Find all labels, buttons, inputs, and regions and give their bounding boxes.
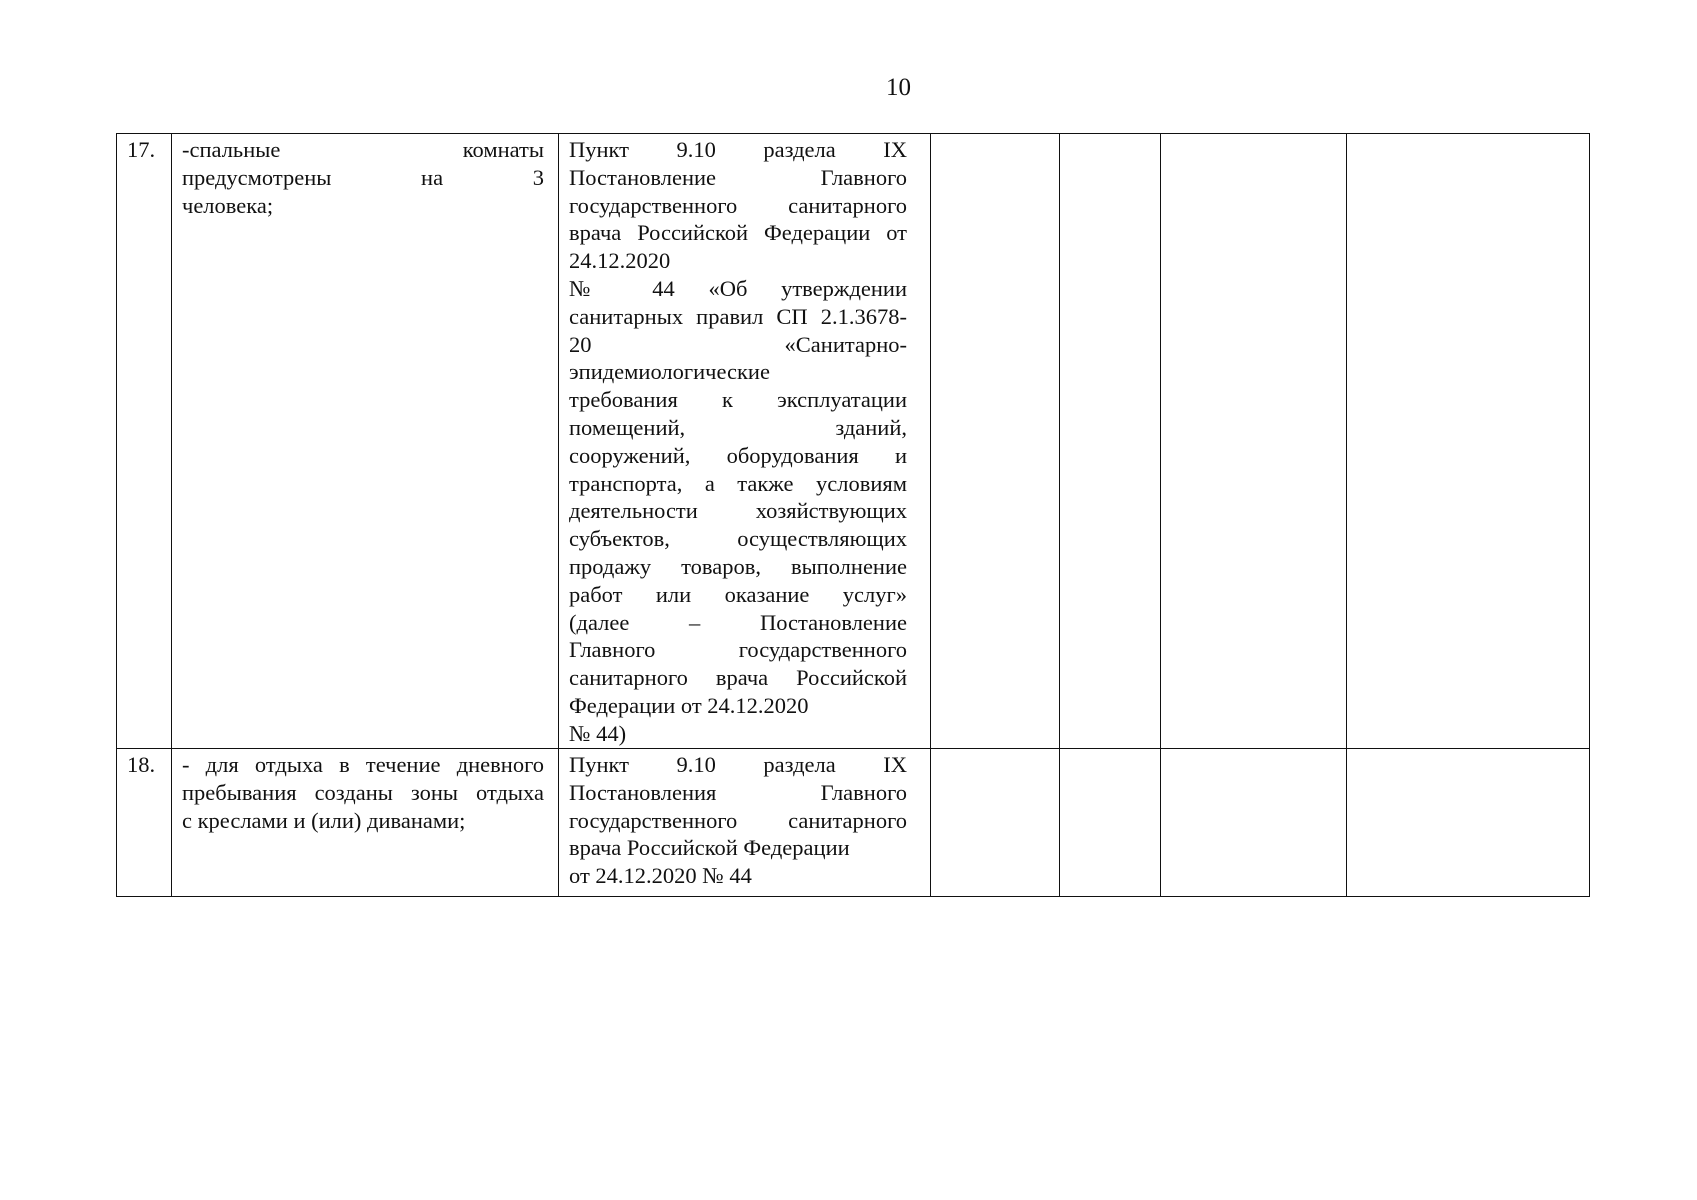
empty-cell	[1060, 134, 1161, 749]
reference-text	[569, 751, 907, 890]
text-line: транспорта, а также условиям	[569, 470, 907, 496]
text-line: Федерации от 24.12.2020	[569, 692, 809, 718]
empty-cell	[931, 134, 1060, 749]
text-line: 24.12.2020	[569, 248, 671, 274]
text-line: 20 «Санитарно-	[569, 331, 907, 357]
text-line: Пункт 9.10 раздела IX	[569, 752, 907, 777]
checklist-table	[116, 133, 1590, 897]
text-line: деятельности хозяйствующих	[569, 498, 907, 524]
empty-cell	[931, 749, 1060, 897]
empty-cell	[1060, 749, 1161, 897]
text-line: сооружений, оборудования и	[569, 442, 907, 468]
table-row	[117, 134, 1590, 749]
text-line: врача Российской Федерации от	[569, 220, 907, 246]
requirement-text	[182, 136, 544, 219]
text-line: государственного санитарного	[569, 192, 907, 218]
empty-cell	[1347, 134, 1590, 749]
text-line: продажу товаров, выполнение	[569, 553, 907, 579]
text-line: санитарных правил СП 2.1.3678-	[569, 303, 907, 329]
empty-cell	[1161, 749, 1347, 897]
row-number-cell	[117, 134, 172, 749]
table-body	[117, 134, 1590, 897]
text-line: санитарного врача Российской	[569, 665, 907, 691]
empty-cell	[1161, 134, 1347, 749]
text-line: эпидемиологические	[569, 359, 770, 385]
text-line: работ или оказание услуг»	[569, 581, 907, 607]
reference-text	[569, 136, 907, 748]
reference-cell	[559, 134, 931, 749]
text-line: государственного санитарного	[569, 807, 907, 833]
row-number: 17.	[127, 137, 156, 162]
text-line: предусмотрены на 3	[182, 164, 544, 190]
row-number-cell	[117, 749, 172, 897]
text-line: с креслами и (или) диванами;	[182, 807, 466, 833]
text-line: -спальные комнаты	[182, 137, 544, 162]
page-number	[0, 73, 1697, 103]
text-line: помещений, зданий,	[569, 414, 907, 440]
requirement-cell	[172, 134, 559, 749]
requirement-cell	[172, 749, 559, 897]
page-number-text: 10	[886, 74, 911, 101]
text-line: Постановление Главного	[569, 164, 907, 190]
text-line: № 44)	[569, 720, 627, 746]
reference-cell	[559, 749, 931, 897]
table-row	[117, 749, 1590, 897]
text-line: Пункт 9.10 раздела IX	[569, 137, 907, 162]
text-line: - для отдыха в течение дневного	[182, 752, 544, 777]
text-line: от 24.12.2020 № 44	[569, 863, 752, 889]
row-number: 18.	[127, 752, 156, 777]
text-line: требования к эксплуатации	[569, 387, 907, 413]
text-line: Постановления Главного	[569, 779, 907, 805]
requirement-text	[182, 751, 544, 834]
empty-cell	[1347, 749, 1590, 897]
text-line: пребывания созданы зоны отдыха	[182, 779, 544, 805]
text-line: врача Российской Федерации	[569, 835, 850, 861]
text-line: № 44 «Об утверждении	[569, 275, 907, 301]
text-line: (далее – Постановление	[569, 609, 907, 635]
text-line: субъектов, осуществляющих	[569, 526, 907, 552]
text-line: человека;	[182, 192, 274, 218]
text-line: Главного государственного	[569, 637, 907, 663]
